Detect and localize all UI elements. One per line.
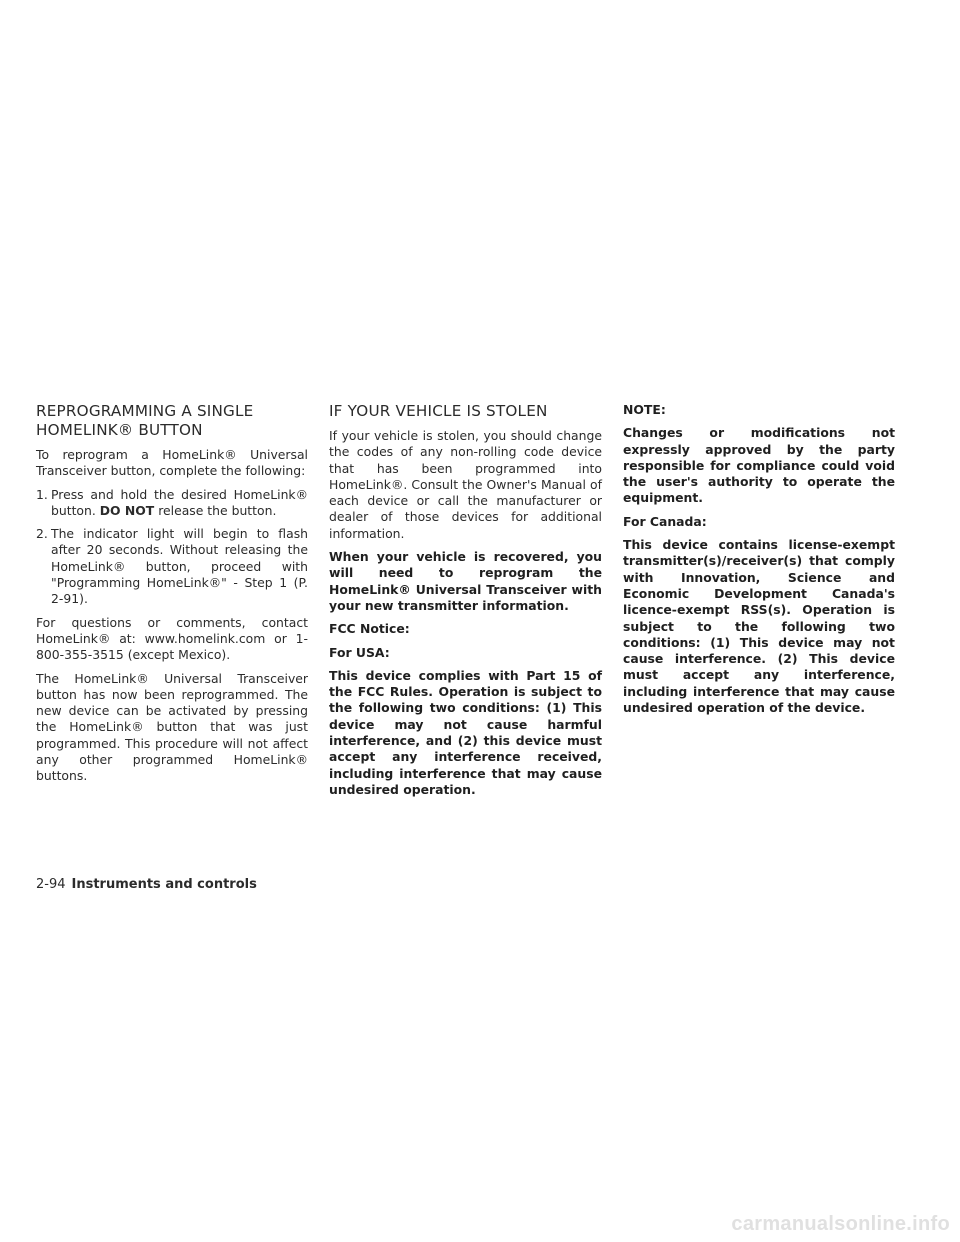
heading-line-1: REPROGRAMMING A SINGLE xyxy=(36,402,254,420)
for-usa-label: For USA: xyxy=(329,644,390,660)
contact-paragraph: For questions or comments, contact HomeLink® at: www.homelink.com or 1-800-355-3515 (except Mexico). xyxy=(36,614,308,663)
site-watermark: carmanualsonline.info xyxy=(731,1213,950,1235)
footer-section-title: Instruments and controls xyxy=(71,877,257,892)
left-column xyxy=(36,402,308,792)
step-1-text xyxy=(51,487,308,520)
step-1-text-before: Press and hold the desired HomeLink® button. xyxy=(51,486,308,518)
section-heading-stolen: IF YOUR VEHICLE IS STOLEN xyxy=(329,402,548,420)
section-heading-reprogramming xyxy=(36,402,308,440)
note-label: NOTE: xyxy=(623,402,666,417)
step-1 xyxy=(36,487,308,520)
reprogrammed-paragraph: The HomeLink® Universal Transceiver button has now been reprogrammed. The new device can be activated by pressing the HomeLink® button that was just programmed. This procedure will not affect any other programmed HomeLink® buttons. xyxy=(36,670,308,784)
step-2 xyxy=(36,526,308,607)
middle-column xyxy=(329,402,602,805)
right-column xyxy=(623,402,895,723)
step-1-number: 1. xyxy=(36,486,48,502)
page-number: 2-94 xyxy=(36,877,66,892)
page-footer xyxy=(36,876,257,894)
changes-paragraph: Changes or modifications not expressly approved by the party responsible for compliance could void the user's authority to operate the equipment. xyxy=(623,425,895,506)
canada-compliance-paragraph: This device contains license-exempt transmitter(s)/receiver(s) that comply with Innovation, Science and Economic Development Canada's licence-exempt RSS(s). Operation is subject to the following two conditions: (1) This device may not cause interference. (2) This device must accept any interference, including interference that may cause undesired operation of the device. xyxy=(623,537,895,716)
step-1-text-after: release the button. xyxy=(154,502,277,518)
step-1-bold: DO NOT xyxy=(99,502,155,518)
reprogram-intro: To reprogram a HomeLink® Universal Transceiver button, complete the following: xyxy=(36,447,308,479)
fcc-notice-label: FCC Notice: xyxy=(329,621,410,637)
fcc-compliance-paragraph: This device complies with Part 15 of the FCC Rules. Operation is subject to the following two conditions: (1) This device may not cause harmful interference, and (2) this device must accept any interference received, including interference that may cause undesired operation. xyxy=(329,667,602,797)
for-canada-label: For Canada: xyxy=(623,513,707,529)
stolen-paragraph: If your vehicle is stolen, you should change the codes of any non-rolling code device that has been programmed into HomeLink®. Consult the Owner's Manual of each device or call the manufacturer or dealer of those devices for additional information. xyxy=(329,428,602,541)
step-2-text: The indicator light will begin to flash after 20 seconds. Without releasing the HomeLink® button, proceed with "Programming HomeLink®" - Step 1 (P. 2-91). xyxy=(51,526,308,607)
step-2-number: 2. xyxy=(36,526,48,542)
recovered-paragraph: When your vehicle is recovered, you will need to reprogram the HomeLink® Universal Transceiver with your new transmitter information. xyxy=(329,549,602,613)
heading-line-2: HOMELINK® BUTTON xyxy=(36,421,203,439)
